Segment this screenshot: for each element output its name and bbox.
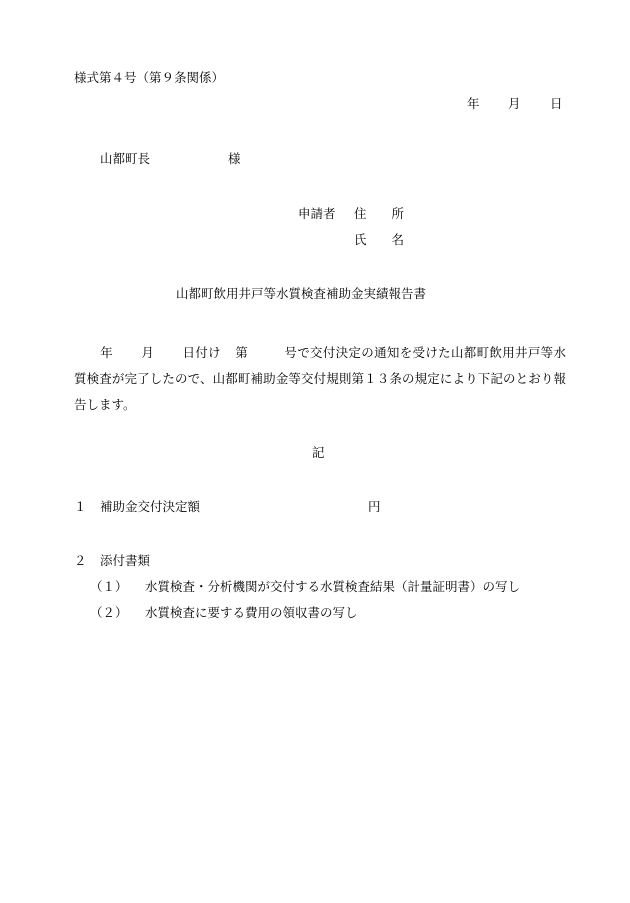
addressee-honorific: 様: [228, 151, 241, 166]
body-month-label: 月: [141, 345, 155, 360]
addressee-name: 山都町長: [100, 151, 151, 166]
date-day-label: 日: [550, 96, 563, 111]
document-title: 山都町飲用井戸等水質検査補助金実績報告書: [176, 286, 427, 301]
applicant-address-label: 住 所: [354, 206, 405, 221]
date-month-label: 月: [508, 96, 521, 111]
form-number: 様式第４号（第９条関係）: [74, 70, 225, 85]
item2-sub1-text: 水質検査・分析機関が交付する水質検査結果（計量証明書）の写し: [145, 579, 521, 594]
item2-number: ２: [74, 553, 87, 568]
body-number-prefix: 第: [235, 345, 249, 360]
applicant-label: 申請者: [298, 206, 336, 221]
item2-label: 添付書類: [100, 553, 151, 568]
date-year-label: 年: [467, 96, 480, 111]
body-text: 号で交付決定の通知を受けた山都町飲用井戸等水質検査が完了したので、山都町補助金等交付規則第１３条の規定により下記のとおり報告します。: [74, 345, 566, 412]
item1-label: 補助金交付決定額: [100, 499, 201, 514]
body-paragraph: [74, 340, 566, 418]
item1-number: １: [74, 499, 87, 514]
body-date-label: 日付け: [182, 345, 221, 360]
item2-sub1-number: （１）: [90, 579, 128, 594]
item2-sub2-number: （２）: [90, 605, 128, 620]
item1-unit: 円: [368, 499, 381, 514]
applicant-name-label: 氏 名: [354, 232, 405, 247]
body-year-label: 年: [100, 345, 114, 360]
ki-marker: 記: [312, 445, 325, 460]
item2-sub2-text: 水質検査に要する費用の領収書の写し: [145, 605, 358, 620]
